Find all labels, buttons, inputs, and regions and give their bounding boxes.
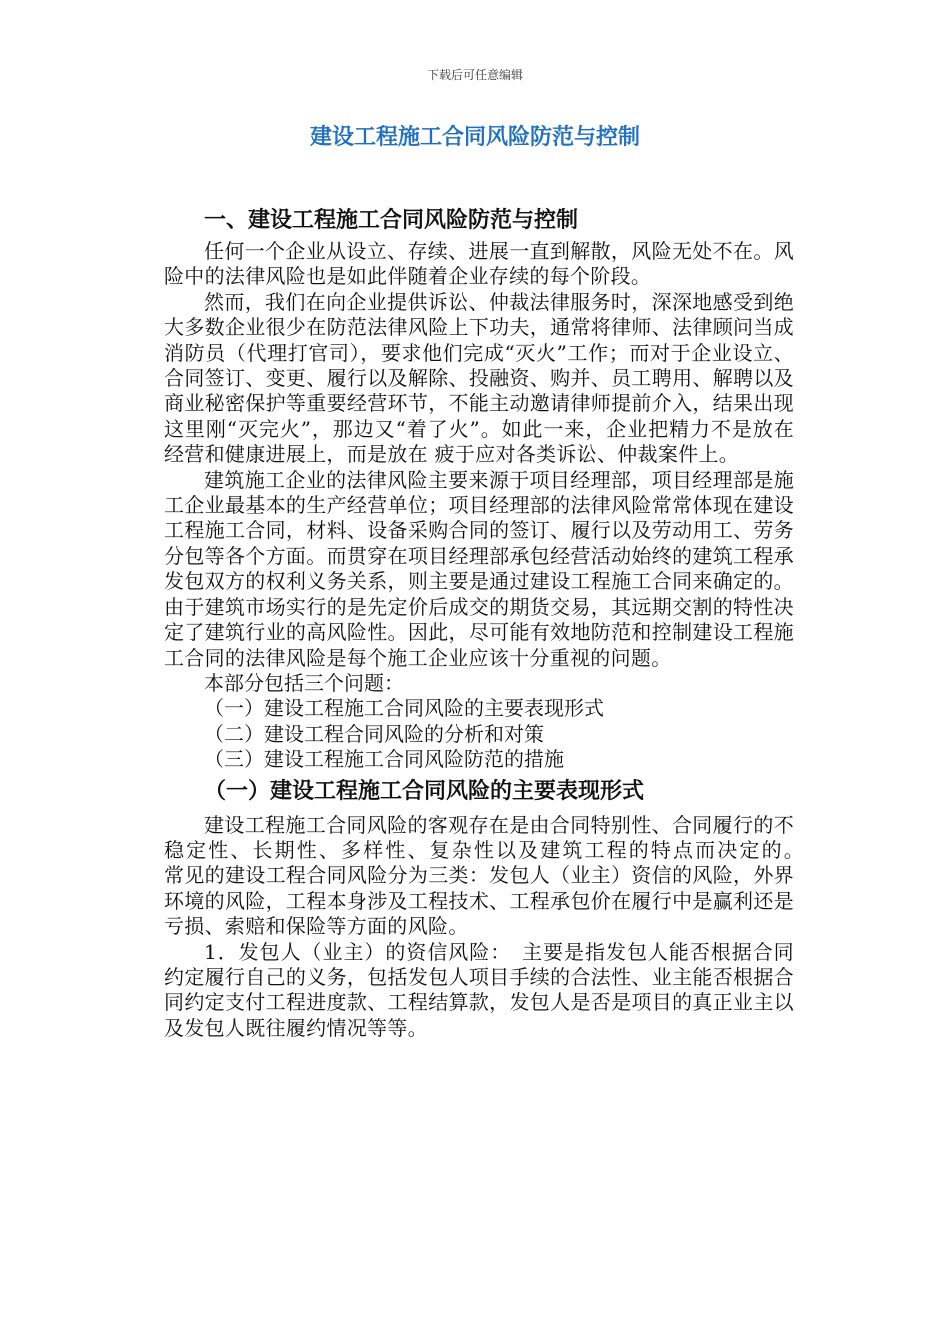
list-item-2: （二）建设工程合同风险的分析和对策 <box>204 721 544 746</box>
sub-paragraph-2: 1．发包人（业主）的资信风险： 主要是指发包人能否根据合同约定履行自己的义务，包括发包人项目手续的合法性、业主能否根据合同约定支付工程进度款、工程结算款，发包人是否是项目的真正业主以及发包人既往履约情况等等。 <box>164 939 794 1040</box>
intro-line: 本部分包括三个问题： <box>204 670 404 695</box>
document-body <box>164 203 876 1041</box>
subsection-heading: （一）建设工程施工合同风险的主要表现形式 <box>204 778 645 804</box>
list-item-1: （一）建设工程施工合同风险的主要表现形式 <box>204 696 604 721</box>
section-heading: 一、建设工程施工合同风险防范与控制 <box>204 208 579 233</box>
sub-paragraph-1: 建设工程施工合同风险的客观存在是由合同特别性、合同履行的不稳定性、长期性、多样性、复杂性以及建筑工程的特点而决定的。 常见的建设工程合同风险分为三类：发包人（业主）资信的风险，外界环境的风险，工程本身涉及工程技术、工程承包价在履行中是赢利还是亏损、索赔和保险等方面的风险。 <box>164 812 876 939</box>
paragraph-1: 任何一个企业从设立、存续、进展一直到解散，风险无处不在。风险中的法律风险也是如此伴随着企业存续的每个阶段。 <box>164 239 794 289</box>
document-title: 建设工程施工合同风险防范与控制 <box>309 125 640 150</box>
paragraph-3: 建筑施工企业的法律风险主要来源于项目经理部，项目经理部是施工企业最基本的生产经营单位；项目经理部的法律风险常常体现在建设工程施工合同，材料、设备采购合同的签订、履行以及劳动用工、劳务分包等各个方面。而贯穿在项目经理部承包经营活动始终的建筑工程承发包双方的权利义务关系，则主要是通过建设工程施工合同来确定的。由于建筑市场实行的是先定价后成交的期货交易，其远期交割的特性决定了建筑行业的高风险性。因此，尽可能有效地防范和控制建设工程施工合同的法律风险是每个施工企业应该十分重视的问题。 <box>164 467 794 670</box>
paragraph-2: 然而，我们在向企业提供诉讼、仲裁法律服务时，深深地感受到绝大多数企业很少在防范法律风险上下功夫，通常将律师、法律顾问当成消防员（代理打官司），要求他们完成“灭火”工作；而对于企业设立、合同签订、变更、履行以及解除、投融资、购并、员工聘用、解聘以及商业秘密保护等重要经营环节，不能主动邀请律师提前介入，结果出现这里刚“灭完火”，那边又“着了火”。如此一来，企业把精力不是放在经营和健康进展上，而是放在 疲于应对各类诉讼、仲裁案件上。 <box>164 289 794 467</box>
list-item-3: （三）建设工程施工合同风险防范的措施 <box>204 747 564 772</box>
header-note: 下载后可任意编辑 <box>426 68 523 82</box>
